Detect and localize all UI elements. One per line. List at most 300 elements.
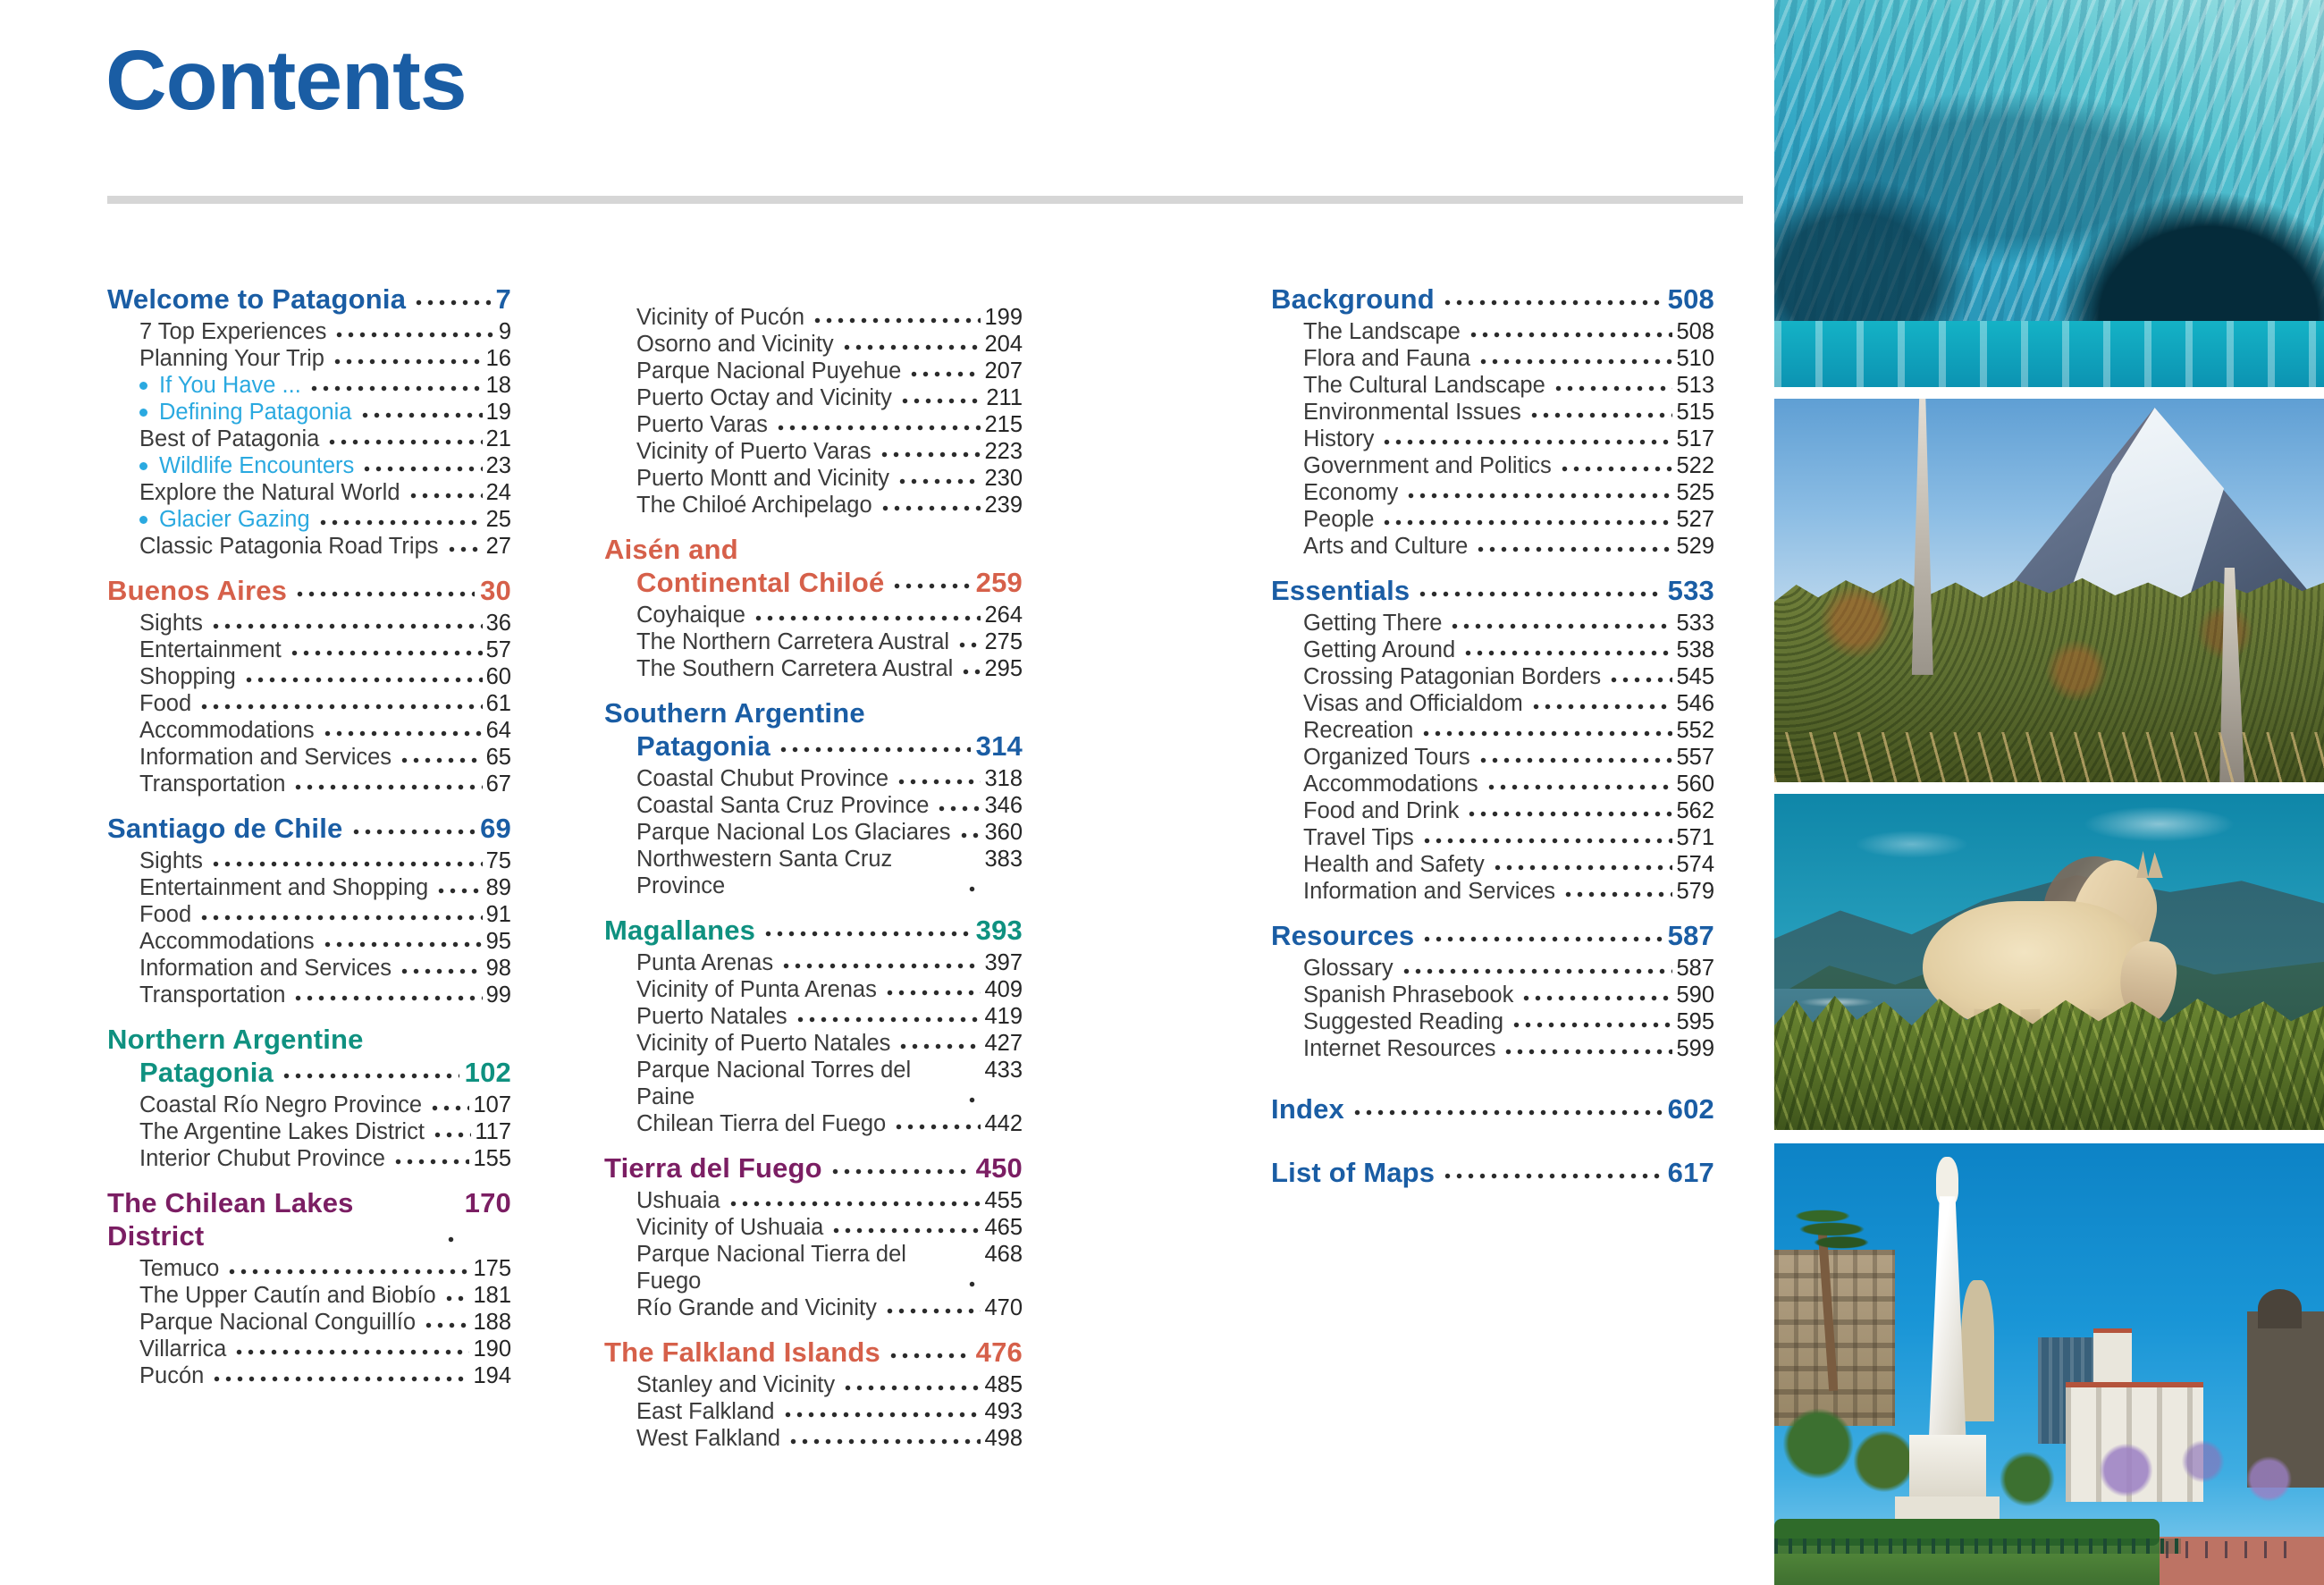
toc-item-page-number: 360 bbox=[984, 820, 1023, 845]
toc-item-label: Best of Patagonia bbox=[139, 426, 320, 451]
section-heading-line bbox=[107, 282, 511, 316]
dotted-leader bbox=[397, 955, 483, 982]
toc-item bbox=[1271, 399, 1714, 426]
toc-section bbox=[107, 1186, 511, 1389]
marble-caves-photo bbox=[1774, 0, 2324, 387]
toc-item-page-number: 485 bbox=[984, 1372, 1023, 1397]
toc-item-page-number: 409 bbox=[984, 977, 1023, 1002]
toc-item-page-number: 175 bbox=[473, 1256, 511, 1281]
toc-item-page-number: 525 bbox=[1676, 480, 1714, 505]
toc-item-label: Recreation bbox=[1303, 718, 1414, 743]
toc-item-page-number: 465 bbox=[984, 1215, 1023, 1240]
dotted-leader bbox=[1440, 282, 1663, 316]
toc-item-page-number: 25 bbox=[485, 507, 511, 532]
dotted-leader bbox=[1461, 637, 1672, 663]
dotted-leader bbox=[839, 331, 981, 358]
toc-item-label: Chilean Tierra del Fuego bbox=[636, 1111, 887, 1136]
toc-item bbox=[604, 1214, 1023, 1241]
toc-item-page-number: 19 bbox=[485, 400, 511, 425]
toc-item-page-number: 527 bbox=[1676, 507, 1714, 532]
section-title: Santiago de Chile bbox=[107, 813, 343, 844]
section-heading-line bbox=[1271, 574, 1714, 607]
dotted-leader bbox=[776, 729, 971, 763]
toc-item bbox=[604, 438, 1023, 465]
toc-item bbox=[1271, 318, 1714, 345]
section-heading bbox=[107, 282, 511, 316]
section-heading-line bbox=[107, 1023, 511, 1056]
toc-item-label: Accommodations bbox=[139, 929, 315, 954]
toc-item bbox=[107, 744, 511, 771]
section-title: Aisén and bbox=[604, 534, 738, 565]
toc-item-page-number: 427 bbox=[984, 1031, 1023, 1056]
toc-item bbox=[1271, 506, 1714, 533]
toc-item bbox=[107, 1145, 511, 1172]
toc-item-label: Osorno and Vicinity bbox=[636, 332, 834, 357]
toc-item-label: Accommodations bbox=[1303, 771, 1478, 797]
toc-item bbox=[1271, 426, 1714, 452]
toc-item-label: Entertainment and Shopping bbox=[139, 875, 429, 900]
section-title: Patagonia bbox=[139, 1057, 274, 1088]
toc-item bbox=[604, 1425, 1023, 1452]
dotted-leader bbox=[1490, 851, 1673, 878]
toc-item bbox=[1271, 955, 1714, 982]
section-heading-line bbox=[1271, 1092, 1714, 1126]
toc-item-page-number: 587 bbox=[1676, 956, 1714, 981]
toc-item-page-number: 188 bbox=[473, 1310, 511, 1335]
toc-item bbox=[107, 345, 511, 372]
dotted-leader bbox=[427, 1092, 469, 1118]
toc-item-page-number: 498 bbox=[984, 1426, 1023, 1451]
section-page-number: 602 bbox=[1667, 1093, 1714, 1125]
dotted-leader bbox=[877, 438, 981, 465]
toc-item-label: The Cultural Landscape bbox=[1303, 373, 1545, 398]
toc-item-label: Glossary bbox=[1303, 956, 1394, 981]
dotted-leader bbox=[1501, 1035, 1672, 1062]
toc-item bbox=[107, 1255, 511, 1282]
section-page-number: 450 bbox=[975, 1152, 1023, 1184]
toc-item bbox=[1271, 771, 1714, 797]
dotted-leader bbox=[1440, 1156, 1662, 1189]
toc-item-page-number: 560 bbox=[1676, 771, 1714, 797]
section-page-number: 170 bbox=[464, 1187, 511, 1218]
section-heading bbox=[107, 1023, 511, 1089]
toc-item-label: People bbox=[1303, 507, 1375, 532]
toc-column-2 bbox=[604, 282, 1023, 1452]
toc-item-page-number: 194 bbox=[473, 1363, 511, 1388]
dotted-leader bbox=[1551, 372, 1673, 399]
toc-item bbox=[107, 982, 511, 1008]
toc-item bbox=[107, 506, 511, 533]
toc-item-label: Vicinity of Puerto Varas bbox=[636, 439, 872, 464]
section-heading-line bbox=[107, 574, 511, 607]
toc-item-label: Planning Your Trip bbox=[139, 346, 324, 371]
toc-item-label: Food bbox=[139, 902, 192, 927]
toc-item-page-number: 199 bbox=[984, 305, 1023, 330]
toc-item-label: Stanley and Vicinity bbox=[636, 1372, 836, 1397]
toc-item bbox=[604, 1371, 1023, 1398]
toc-section bbox=[107, 574, 511, 797]
toc-item-page-number: 508 bbox=[1676, 319, 1714, 344]
dotted-leader bbox=[1350, 1092, 1663, 1126]
section-heading bbox=[1271, 282, 1714, 316]
dotted-leader bbox=[894, 765, 981, 792]
dotted-leader bbox=[773, 411, 981, 438]
toc-item bbox=[1271, 851, 1714, 878]
toc-item-label: Arts and Culture bbox=[1303, 534, 1469, 559]
dotted-leader bbox=[1447, 610, 1672, 637]
section-heading bbox=[107, 812, 511, 845]
toc-section bbox=[604, 914, 1023, 1137]
toc-item-page-number: 18 bbox=[485, 373, 511, 398]
toc-item bbox=[604, 628, 1023, 655]
section-heading-line bbox=[107, 1186, 511, 1252]
section-page-number: 102 bbox=[464, 1057, 511, 1088]
section-heading-line bbox=[604, 1151, 1023, 1185]
dotted-leader bbox=[324, 426, 482, 452]
dotted-leader bbox=[897, 384, 983, 411]
dotted-leader bbox=[442, 1282, 470, 1309]
toc-item-label: Sights bbox=[139, 611, 203, 636]
dotted-leader bbox=[1527, 399, 1673, 426]
toc-item bbox=[604, 411, 1023, 438]
toc-item-page-number: 57 bbox=[485, 637, 511, 662]
section-title: List of Maps bbox=[1271, 1157, 1436, 1188]
dotted-leader bbox=[964, 1057, 981, 1110]
dotted-leader bbox=[349, 812, 476, 845]
toc-item-label: The Northern Carretera Austral bbox=[636, 629, 950, 654]
toc-item-page-number: 89 bbox=[485, 875, 511, 900]
section-title: Background bbox=[1271, 283, 1435, 315]
dotted-leader bbox=[1519, 982, 1672, 1008]
toc-item bbox=[604, 819, 1023, 846]
plaza-photo bbox=[1774, 1143, 2324, 1585]
toc-column-3 bbox=[1271, 282, 1714, 1192]
toc-item-page-number: 215 bbox=[984, 412, 1023, 437]
dotted-leader bbox=[1509, 1008, 1672, 1035]
section-heading-line bbox=[1271, 1156, 1714, 1189]
toc-item-page-number: 515 bbox=[1676, 400, 1714, 425]
toc-item bbox=[1271, 824, 1714, 851]
toc-item-page-number: 433 bbox=[984, 1058, 1023, 1083]
section-heading-line bbox=[604, 696, 1023, 729]
toc-item bbox=[1271, 1035, 1714, 1062]
toc-section bbox=[604, 304, 1023, 518]
toc-item-page-number: 579 bbox=[1676, 879, 1714, 904]
toc-item-page-number: 27 bbox=[485, 534, 511, 559]
toc-item-label: Pucón bbox=[139, 1363, 205, 1388]
bullet-icon bbox=[139, 409, 147, 417]
toc-item bbox=[107, 771, 511, 797]
toc-item-page-number: 211 bbox=[986, 385, 1023, 410]
toc-item-label: Information and Services bbox=[139, 745, 392, 770]
toc-item-page-number: 67 bbox=[485, 771, 511, 797]
toc-item-label: The Landscape bbox=[1303, 319, 1461, 344]
toc-item-page-number: 204 bbox=[984, 332, 1023, 357]
toc-item-label: History bbox=[1303, 426, 1375, 451]
dotted-leader bbox=[726, 1187, 981, 1214]
dotted-leader bbox=[332, 318, 494, 345]
toc-item bbox=[107, 1336, 511, 1362]
toc-item-page-number: 75 bbox=[485, 848, 511, 873]
toc-item bbox=[107, 452, 511, 479]
dotted-leader bbox=[1476, 744, 1673, 771]
dotted-leader bbox=[406, 479, 483, 506]
dotted-leader bbox=[882, 976, 981, 1003]
toc-item bbox=[604, 1187, 1023, 1214]
toc-item-label: Information and Services bbox=[1303, 879, 1556, 904]
toc-item bbox=[107, 1092, 511, 1118]
toc-item-label: Coyhaique bbox=[636, 603, 745, 628]
dotted-leader bbox=[810, 304, 981, 331]
toc-item-page-number: 595 bbox=[1676, 1009, 1714, 1034]
toc-item-label: 7 Top Experiences bbox=[139, 319, 327, 344]
toc-item-label: Puerto Natales bbox=[636, 1004, 787, 1029]
section-heading bbox=[604, 1151, 1023, 1185]
toc-section bbox=[107, 282, 511, 560]
toc-item bbox=[1271, 690, 1714, 717]
toc-item-label: Economy bbox=[1303, 480, 1399, 505]
toc-item-page-number: 517 bbox=[1676, 426, 1714, 451]
toc-item-label: The Chiloé Archipelago bbox=[636, 493, 872, 518]
toc-item-page-number: 21 bbox=[485, 426, 511, 451]
toc-item-label: Parque Nacional Torres del Paine bbox=[636, 1058, 912, 1109]
toc-item bbox=[604, 765, 1023, 792]
toc-item bbox=[1271, 1008, 1714, 1035]
toc-item-page-number: 64 bbox=[485, 718, 511, 743]
dotted-leader bbox=[891, 1110, 981, 1137]
section-heading bbox=[604, 696, 1023, 763]
toc-section bbox=[1271, 1156, 1714, 1189]
toc-item-page-number: 545 bbox=[1676, 664, 1714, 689]
toc-item-label: Food bbox=[139, 691, 192, 716]
section-title: Magallanes bbox=[604, 915, 756, 946]
section-page-number: 69 bbox=[480, 813, 511, 844]
section-heading bbox=[1271, 919, 1714, 952]
toc-item-page-number: 98 bbox=[485, 956, 511, 981]
section-title: Northern Argentine bbox=[107, 1024, 364, 1055]
toc-item bbox=[107, 399, 511, 426]
section-page-number: 533 bbox=[1667, 575, 1714, 606]
dotted-leader bbox=[780, 1398, 981, 1425]
dotted-leader bbox=[279, 1056, 459, 1089]
dotted-leader bbox=[1476, 345, 1672, 372]
section-heading bbox=[107, 1186, 511, 1252]
toc-item bbox=[1271, 982, 1714, 1008]
toc-item-page-number: 181 bbox=[473, 1283, 511, 1308]
toc-item-label: Puerto Varas bbox=[636, 412, 768, 437]
toc-item bbox=[604, 1057, 1023, 1110]
section-title: Buenos Aires bbox=[107, 575, 288, 606]
toc-item-page-number: 599 bbox=[1676, 1036, 1714, 1061]
toc-item bbox=[604, 331, 1023, 358]
toc-item bbox=[604, 1241, 1023, 1294]
toc-item-label: Puerto Octay and Vicinity bbox=[636, 385, 892, 410]
toc-item-label: Transportation bbox=[139, 982, 286, 1007]
toc-item-label: Sights bbox=[139, 848, 203, 873]
toc-item bbox=[1271, 610, 1714, 637]
dotted-leader bbox=[896, 1030, 981, 1057]
dotted-leader bbox=[886, 1336, 971, 1369]
toc-item-page-number: 60 bbox=[485, 664, 511, 689]
toc-item bbox=[107, 955, 511, 982]
dotted-leader bbox=[1528, 690, 1673, 717]
dotted-leader bbox=[209, 1362, 469, 1389]
section-title: Southern Argentine bbox=[604, 697, 865, 729]
toc-item-label: Parque Nacional Puyehue bbox=[636, 358, 902, 384]
dotted-leader bbox=[421, 1309, 469, 1336]
dotted-leader bbox=[391, 1145, 469, 1172]
toc-item-page-number: 95 bbox=[485, 929, 511, 954]
toc-item-label: Temuco bbox=[139, 1256, 220, 1281]
dotted-leader bbox=[964, 846, 981, 899]
dotted-leader bbox=[320, 717, 483, 744]
toc-item-label: Vicinity of Ushuaia bbox=[636, 1215, 824, 1240]
toc-item bbox=[604, 492, 1023, 518]
dotted-leader bbox=[1484, 771, 1673, 797]
toc-item-label: Getting There bbox=[1303, 611, 1443, 636]
dotted-leader bbox=[956, 819, 981, 846]
toc-item-label: Travel Tips bbox=[1303, 825, 1414, 850]
toc-item bbox=[107, 533, 511, 560]
toc-item bbox=[107, 1282, 511, 1309]
toc-item-label: If You Have ... bbox=[159, 373, 301, 398]
toc-item-label: Internet Resources bbox=[1303, 1036, 1496, 1061]
toc-item-page-number: 510 bbox=[1676, 346, 1714, 371]
toc-item-label: Explore the Natural World bbox=[139, 480, 400, 505]
dotted-leader bbox=[290, 771, 482, 797]
toc-item bbox=[604, 1030, 1023, 1057]
dotted-leader bbox=[828, 1151, 971, 1185]
toc-item-label: East Falkland bbox=[636, 1399, 775, 1424]
toc-item-page-number: 546 bbox=[1676, 691, 1714, 716]
dotted-leader bbox=[320, 928, 483, 955]
section-heading-line bbox=[107, 1056, 511, 1089]
toc-item-page-number: 239 bbox=[984, 493, 1023, 518]
toc-item bbox=[1271, 797, 1714, 824]
toc-item-label: Classic Patagonia Road Trips bbox=[139, 534, 439, 559]
toc-item bbox=[604, 976, 1023, 1003]
toc-item-label: Puerto Montt and Vicinity bbox=[636, 466, 890, 491]
section-page-number: 7 bbox=[495, 283, 511, 315]
toc-item-label: Crossing Patagonian Borders bbox=[1303, 664, 1602, 689]
toc-item-label: Government and Politics bbox=[1303, 453, 1552, 478]
toc-item-page-number: 571 bbox=[1676, 825, 1714, 850]
section-title: The Falkland Islands bbox=[604, 1336, 880, 1368]
toc-item-label: Villarrica bbox=[139, 1336, 227, 1362]
section-page-number: 30 bbox=[480, 575, 511, 606]
toc-item-label: Entertainment bbox=[139, 637, 282, 662]
toc-section bbox=[604, 1336, 1023, 1452]
toc-item-label: Coastal Río Negro Province bbox=[139, 1092, 423, 1117]
toc-item bbox=[604, 602, 1023, 628]
toc-item-page-number: 61 bbox=[485, 691, 511, 716]
toc-item bbox=[1271, 637, 1714, 663]
toc-item-page-number: 23 bbox=[485, 453, 511, 478]
toc-item-page-number: 264 bbox=[984, 603, 1023, 628]
toc-item bbox=[1271, 663, 1714, 690]
dotted-leader bbox=[359, 452, 482, 479]
toc-item-page-number: 99 bbox=[485, 982, 511, 1007]
bullet-icon bbox=[139, 382, 147, 390]
toc-item bbox=[1271, 479, 1714, 506]
dotted-leader bbox=[793, 1003, 981, 1030]
toc-item bbox=[604, 384, 1023, 411]
section-page-number: 508 bbox=[1667, 283, 1714, 315]
section-title: Tierra del Fuego bbox=[604, 1152, 822, 1184]
toc-item-page-number: 36 bbox=[485, 611, 511, 636]
toc-item bbox=[107, 318, 511, 345]
toc-item-label: Suggested Reading bbox=[1303, 1009, 1504, 1034]
section-page-number: 476 bbox=[975, 1336, 1023, 1368]
toc-item bbox=[107, 928, 511, 955]
dotted-leader bbox=[889, 566, 970, 599]
toc-item-page-number: 590 bbox=[1676, 982, 1714, 1007]
toc-item-page-number: 383 bbox=[984, 847, 1023, 872]
toc-item bbox=[107, 637, 511, 663]
toc-section bbox=[107, 1023, 511, 1172]
section-heading-line bbox=[604, 729, 1023, 763]
toc-item-label: Spanish Phrasebook bbox=[1303, 982, 1514, 1007]
dotted-leader bbox=[358, 399, 483, 426]
toc-section bbox=[604, 1151, 1023, 1321]
section-title: Welcome to Patagonia bbox=[107, 283, 407, 315]
dotted-leader bbox=[878, 492, 981, 518]
toc-item-page-number: 117 bbox=[475, 1119, 511, 1144]
toc-item-label: Vicinity of Punta Arenas bbox=[636, 977, 877, 1002]
section-heading-line bbox=[1271, 919, 1714, 952]
section-heading bbox=[604, 533, 1023, 599]
section-heading-line bbox=[604, 1336, 1023, 1369]
toc-item bbox=[1271, 452, 1714, 479]
section-page-number: 617 bbox=[1667, 1157, 1714, 1188]
toc-item-label: Parque Nacional Los Glaciares bbox=[636, 820, 951, 845]
toc-item bbox=[604, 1398, 1023, 1425]
dotted-leader bbox=[434, 874, 482, 901]
toc-item-page-number: 230 bbox=[984, 466, 1023, 491]
photo-strip bbox=[1774, 0, 2324, 1585]
toc-item-page-number: 295 bbox=[984, 656, 1023, 681]
title-divider bbox=[107, 196, 1743, 204]
toc-item-page-number: 522 bbox=[1676, 453, 1714, 478]
toc-item bbox=[604, 358, 1023, 384]
toc-item bbox=[107, 1309, 511, 1336]
section-page-number: 314 bbox=[975, 730, 1023, 762]
toc-item-page-number: 346 bbox=[984, 793, 1023, 818]
dotted-leader bbox=[1557, 452, 1673, 479]
toc-item-label: Environmental Issues bbox=[1303, 400, 1521, 425]
section-page-number: 587 bbox=[1667, 920, 1714, 951]
toc-item-page-number: 24 bbox=[485, 480, 511, 505]
toc-item-page-number: 538 bbox=[1676, 637, 1714, 662]
toc-item-page-number: 552 bbox=[1676, 718, 1714, 743]
bullet-icon bbox=[139, 516, 147, 524]
dotted-leader bbox=[958, 655, 981, 682]
dotted-leader bbox=[287, 637, 483, 663]
dotted-leader bbox=[1466, 318, 1673, 345]
dotted-leader bbox=[882, 1294, 981, 1321]
section-heading-line bbox=[604, 566, 1023, 599]
toc-item-page-number: 493 bbox=[984, 1399, 1023, 1424]
dotted-leader bbox=[1419, 824, 1673, 851]
dotted-leader bbox=[430, 1118, 471, 1145]
toc-item-label: Parque Nacional Conguillío bbox=[139, 1310, 417, 1335]
toc-item-page-number: 65 bbox=[485, 745, 511, 770]
dotted-leader bbox=[786, 1425, 981, 1452]
toc-item bbox=[107, 426, 511, 452]
toc-item-page-number: 107 bbox=[473, 1092, 511, 1117]
toc-item bbox=[107, 690, 511, 717]
section-title: Resources bbox=[1271, 920, 1415, 951]
